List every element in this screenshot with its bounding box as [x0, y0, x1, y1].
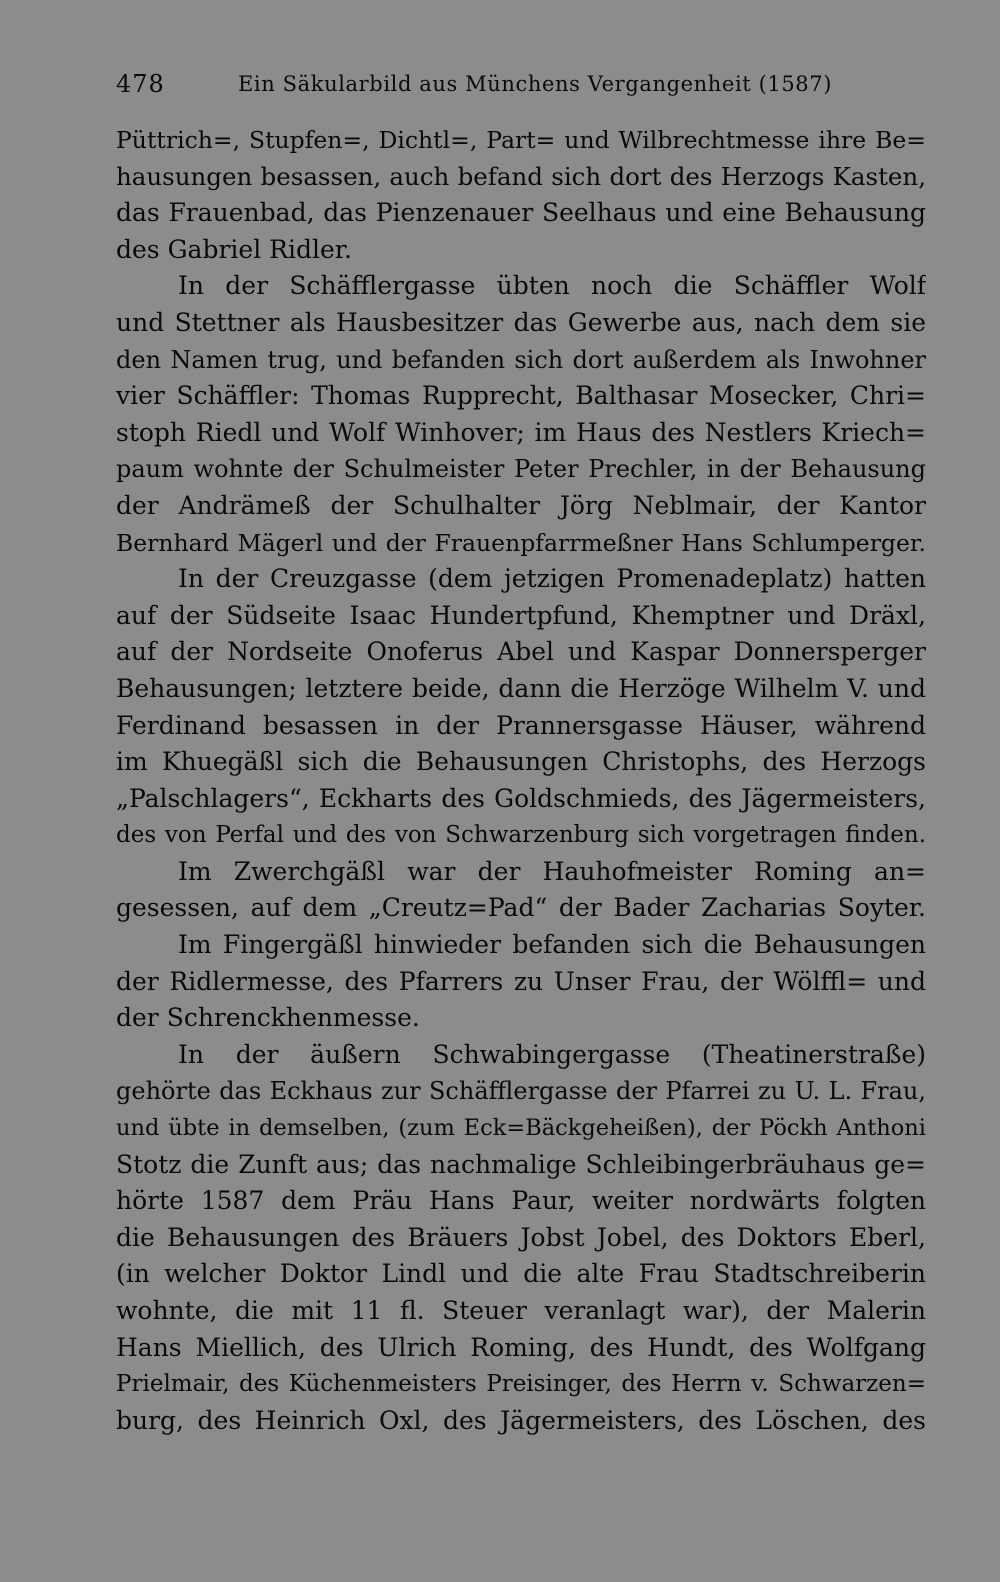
text-line: und übte in demselben, (zum Eck=Bäckgeheißen), der Pöckh Anthoni [116, 1115, 926, 1142]
text-line: Hans Miellich, des Ulrich Roming, des Hundt, des Wolfgang [116, 1332, 926, 1362]
text-line: (in welcher Doktor Lindl und die alte Frau Stadtschreiberin [116, 1259, 926, 1289]
text-line: stoph Riedl und Wolf Winhover; im Haus des Nestlers Kriech= [116, 417, 926, 447]
text-line: im Khuegäßl sich die Behausungen Christophs, des Herzogs [116, 747, 926, 777]
text-line: Prielmair, des Küchenmeisters Preisinger, des Herrn v. Schwarzen= [116, 1371, 926, 1398]
text-line: Im Zwerchgäßl war der Hauhofmeister Roming an= [178, 856, 926, 886]
body-text [116, 122, 926, 1439]
text-line: auf der Südseite Isaac Hundertpfund, Khemptner und Dräxl, [116, 600, 926, 630]
text-line: hörte 1587 dem Präu Hans Paur, weiter nordwärts folgten [116, 1186, 926, 1216]
page-header [116, 66, 926, 102]
text-line: „Palschlagers“, Eckharts des Goldschmieds, des Jägermeisters, [116, 783, 926, 813]
text-line: wohnte, die mit 11 fl. Steuer veranlagt war), der Malerin [116, 1296, 926, 1325]
text-line: gehörte das Eckhaus zur Schäfflergasse der Pfarrei zu U. L. Frau, [116, 1077, 926, 1106]
text-line: Behausungen; letztere beide, dann die Herzöge Wilhelm V. und [116, 673, 926, 703]
text-line: In der äußern Schwabingergasse (Theatinerstraße) [178, 1039, 926, 1069]
running-title: Ein Säkularbild aus Münchens Vergangenheit (1587) [238, 72, 833, 96]
text-line: der Ridlermesse, des Pfarrers zu Unser Frau, der Wölffl= und [116, 966, 926, 996]
text-line: und Stettner als Hausbesitzer das Gewerbe aus, nach dem sie [116, 307, 926, 337]
text-line: Stotz die Zunft aus; das nachmalige Schleibingerbräuhaus ge= [116, 1149, 926, 1179]
text-line: das Frauenbad, das Pienzenauer Seelhaus und eine Behausung [116, 198, 926, 228]
text-line: des von Perfal und des von Schwarzenburg sich vorgetragen finden. [116, 822, 926, 849]
text-line: den Namen trug, und befanden sich dort außerdem als Inwohner [116, 345, 926, 374]
text-line: der Andrämeß der Schulhalter Jörg Neblmair, der Kantor [116, 490, 926, 520]
text-line: gesessen, auf dem „Creutz=Pad“ der Bader Zacharias Soyter. [116, 893, 926, 923]
page-number: 478 [116, 70, 165, 98]
text-line: vier Schäffler: Thomas Rupprecht, Balthasar Mosecker, Chri= [116, 381, 926, 411]
text-line: die Behausungen des Bräuers Jobst Jobel, des Doktors Eberl, [116, 1222, 926, 1252]
text-line: In der Creuzgasse (dem jetzigen Promenadeplatz) hatten [178, 564, 926, 594]
text-line: burg, des Heinrich Oxl, des Jägermeisters, des Löschen, des [116, 1405, 926, 1435]
text-line: hausungen besassen, auch befand sich dort des Herzogs Kasten, [116, 161, 926, 191]
text-line: Bernhard Mägerl und der Frauenpfarrmeßner Hans Schlumperger. [116, 528, 926, 557]
text-line: In der Schäfflergasse übten noch die Schäffler Wolf [178, 271, 926, 301]
text-line: Ferdinand besassen in der Prannersgasse Häuser, während [116, 710, 926, 740]
text-line: Im Fingergäßl hinwieder befanden sich die Behausungen [178, 930, 926, 960]
text-line: paum wohnte der Schulmeister Peter Prechler, in der Behausung [116, 455, 926, 484]
text-line: der Schrenckhenmesse. [116, 1003, 420, 1033]
text-line: des Gabriel Ridler. [116, 234, 352, 264]
text-line: auf der Nordseite Onoferus Abel und Kaspar Donnersperger [116, 637, 926, 667]
text-line: Püttrich=, Stupfen=, Dichtl=, Part= und Wilbrechtmesse ihre Be= [116, 126, 926, 154]
